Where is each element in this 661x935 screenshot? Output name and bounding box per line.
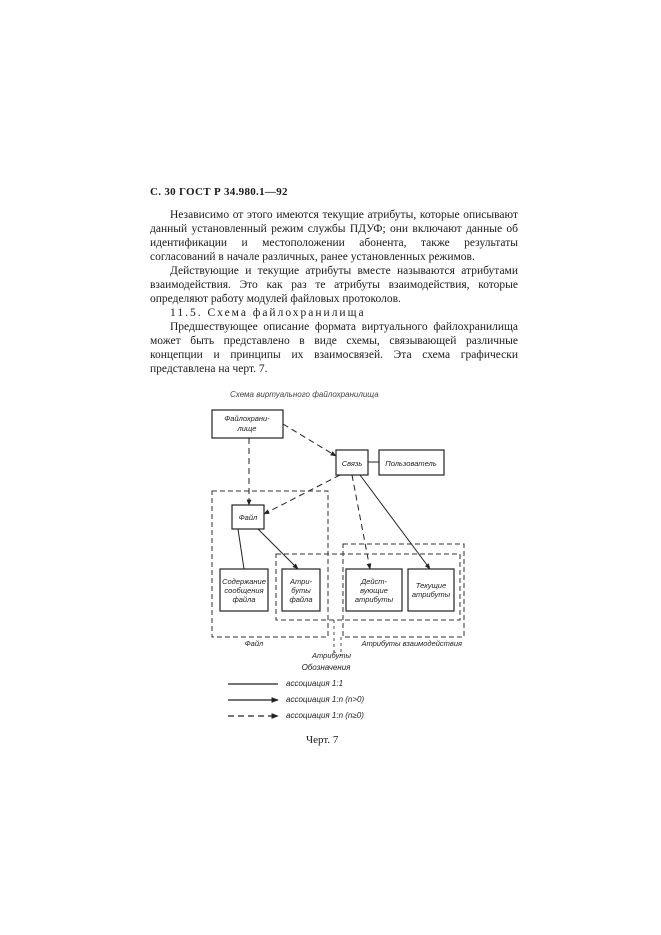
- diagram-title: Схема виртуального файлохранилища: [230, 390, 379, 399]
- file-label: Файл: [238, 513, 258, 522]
- current-attrs-label-2: атрибуты: [411, 590, 451, 599]
- legend-item-2: ассоциация 1:n (n>0): [286, 695, 365, 704]
- content-label-2: сообщения: [224, 586, 264, 595]
- user-label: Пользователь: [385, 459, 437, 468]
- content-label-3: файла: [232, 595, 256, 604]
- attributes-label: Атрибуты: [312, 651, 352, 660]
- current-attrs-label-1: Текущие: [415, 581, 447, 590]
- paragraph-scheme-intro: Предшествующее описание формата виртуального файлохранилища может быть представлено в виде схемы, связывающей различные концепции и принципы их взаимосвязей. Эта схема графически представлена на черт. 7.: [150, 321, 518, 375]
- store-label-2: лище: [237, 424, 257, 433]
- active-attrs-label-2: вующие: [360, 586, 388, 595]
- store-link-connector: [283, 424, 336, 456]
- file-attrs-label-3: файла: [289, 595, 313, 604]
- file-group-frame: [212, 491, 328, 637]
- content-label-1: Содержание: [222, 577, 266, 586]
- legend-item-3: ассоциация 1:n (n≥0): [286, 711, 364, 720]
- link-active-attrs-connector: [352, 475, 370, 569]
- link-current-attrs-connector: [360, 475, 430, 569]
- file-attrs-label-2: буты: [291, 586, 311, 595]
- paragraph-current-attributes: Независимо от этого имеются текущие атрибуты, которые описывают данный установленный режим службы ПДУФ; они включают данные об идентификации и местоположении абонента, также результаты согласований в начале различных, ранее установленных режимов.: [150, 209, 518, 263]
- link-file-connector: [264, 475, 340, 514]
- file-attrs-label-1: Атри-: [289, 577, 313, 586]
- store-label-1: Файлохрани-: [224, 414, 270, 423]
- file-group-label: Файл: [244, 639, 264, 648]
- figure-caption: Черт. 7: [306, 734, 339, 746]
- section-heading: 11.5. Схема файлохранилища: [170, 307, 366, 319]
- interaction-group-label: Атрибуты взаимодействия: [361, 639, 462, 648]
- active-attrs-label-1: Дейст-: [360, 577, 388, 586]
- legend-title: Обозначения: [301, 663, 351, 672]
- legend-item-1: ассоциация 1:1: [286, 679, 344, 688]
- file-attrs-connector: [258, 529, 298, 569]
- file-content-connector: [238, 529, 244, 569]
- link-label: Связь: [341, 459, 363, 468]
- paragraph-interaction-attributes: Действующие и текущие атрибуты вместе называются атрибутами взаимодействия. Это как раз те атрибуты взаимодействия, которые определяют работу модулей файловых протоколов.: [150, 265, 518, 305]
- page-header: С. 30 ГОСТ Р 34.980.1—92: [150, 186, 288, 198]
- active-attrs-label-3: атрибуты: [354, 595, 394, 604]
